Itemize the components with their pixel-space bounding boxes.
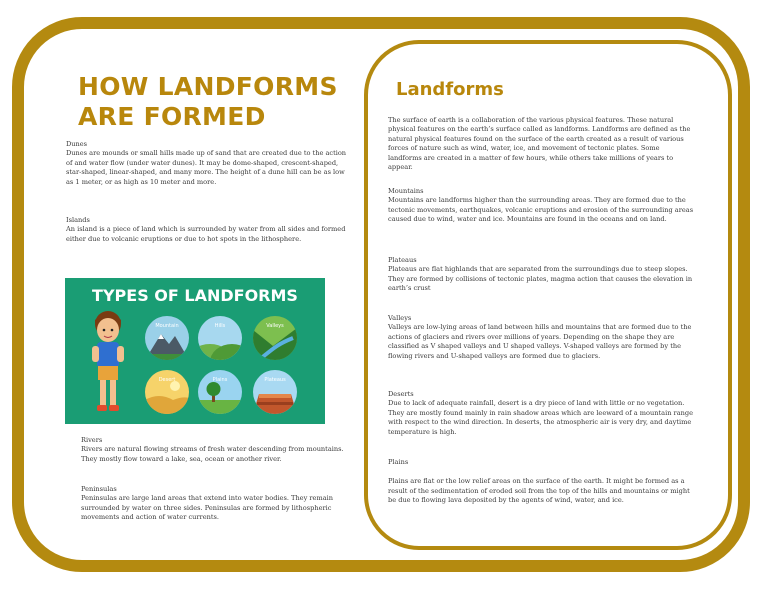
plateaus-circle <box>253 370 297 414</box>
intro-section <box>388 116 694 172</box>
valleys-section <box>388 314 694 361</box>
plains-label: Plains <box>212 377 228 383</box>
types-of-landforms-banner <box>65 278 325 424</box>
plains-section <box>388 458 694 506</box>
dunes-text: Dunes are mounds or small hills made up of sand that are created due to the action of and water flow (under water dunes). It may be dome-shaped, crescent-shaped, star-shaped, linear-shaped, and many more. The height of a dune hill can be as low as 1 meter, or as high as 10 meter and more. <box>66 149 347 186</box>
valleys-circle <box>253 316 297 360</box>
peninsulas-text: Peninsulas are large land areas that extend into water bodies. They remain surrounded by water on three sides. Peninsulas are formed by lithospheric movements and action of water currents. <box>81 494 334 522</box>
deserts-text: Due to lack of adequate rainfall, desert is a dry piece of land with little or no vegetation. They are mostly found mainly in rain shadow areas which are leeward of a mountain range with respect to the wind direction. In deserts, the atmospheric air is very dry, and daytime temperature is high. <box>388 399 694 436</box>
rivers-section <box>81 436 361 464</box>
plateaus-text: Plateaus are flat highlands that are separated from the surroundings due to steep slopes. They are formed by collisions of tectonic plates, magma action that causes the elevation in earth’s crust <box>388 265 693 293</box>
mountains-text: Mountains are landforms higher than the surrounding areas. They are formed due to the tectonic movements, earthquakes, volcanic eruptions and erosion of the surrounding areas caused due to wind, water and ice. Mountains are found in the oceans and on land. <box>388 196 694 224</box>
mountain-circle <box>145 316 189 360</box>
hills-label: Hills <box>214 323 226 329</box>
page-title <box>78 72 338 132</box>
plains-heading: Plains <box>388 458 409 466</box>
plateaus-heading: Plateaus <box>388 256 417 264</box>
title-line-1: HOW LANDFORMS <box>78 72 338 101</box>
plains-circle <box>198 370 242 414</box>
valleys-text: Valleys are low-lying areas of land between hills and mountains that are formed due to the actions of glaciers and rivers over millions of years. Depending on the shape they are classified as V shaped valleys and U shaped valleys. V-shaped valleys are formed by the flowing rivers and U-shaped valleys are formed due to glaciers. <box>388 323 692 360</box>
intro-text: The surface of earth is a collaboration of the various physical features. These natural physical features on the earth’s surface called as landforms. Landforms are defined as the natural physical features found on the surface of the earth created as a result of various forces of nature such as wind, water, ice, and movement of tectonic plates. Some landforms are created in a matter of few hours, while others take millions of years to appear. <box>388 116 691 172</box>
deserts-section <box>388 390 694 437</box>
boy-illustration-icon <box>83 308 133 420</box>
landforms-title: Landforms <box>396 79 504 100</box>
title-line-2: ARE FORMED <box>78 102 266 131</box>
desert-circle <box>145 370 189 414</box>
dunes-heading: Dunes <box>66 140 88 148</box>
valleys-label: Valleys <box>266 323 284 329</box>
mountains-heading: Mountains <box>388 187 424 195</box>
peninsulas-section <box>81 485 357 523</box>
islands-text: An island is a piece of land which is surrounded by water from all sides and formed either due to volcanic eruptions or due to hot spots in the lithosphere. <box>66 225 346 243</box>
plateaus-section <box>388 256 694 294</box>
plains-text: Plains are flat or the low relief areas on the surface of the earth. It might be formed as a result of the sedimentation of eroded soil from the top of the hills and mountains or might be due to flowing lava deposited by the agents of wind, water, and ice. <box>388 477 690 505</box>
desert-label: Desert <box>158 377 176 383</box>
mountain-label: Mountain <box>155 323 179 329</box>
rivers-heading: Rivers <box>81 436 103 444</box>
banner-title: TYPES OF LANDFORMS <box>92 286 298 305</box>
islands-section <box>66 216 350 244</box>
deserts-heading: Deserts <box>388 390 414 398</box>
mountains-section <box>388 187 694 225</box>
rivers-text: Rivers are natural flowing streams of fresh water descending from mountains. They mostly flow toward a lake, sea, ocean or another river. <box>81 445 344 463</box>
islands-heading: Islands <box>66 216 90 224</box>
hills-circle <box>198 316 242 360</box>
dunes-section <box>66 140 352 187</box>
valleys-heading: Valleys <box>388 314 412 322</box>
plateaus-label: Plateaus <box>264 377 286 383</box>
peninsulas-heading: Peninsulas <box>81 485 117 493</box>
